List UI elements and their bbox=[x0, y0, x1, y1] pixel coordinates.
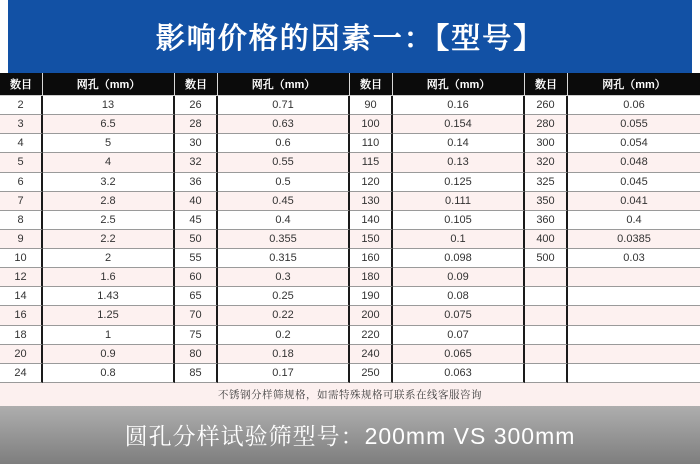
header-count: 数目 bbox=[0, 73, 43, 96]
cell-mesh: 1.6 bbox=[43, 268, 175, 287]
footer-banner bbox=[0, 406, 700, 464]
cell-count: 300 bbox=[525, 134, 568, 153]
cell-mesh: 4 bbox=[43, 153, 175, 172]
cell-count: 16 bbox=[0, 306, 43, 325]
cell-count: 70 bbox=[175, 306, 218, 325]
cell-mesh: 0.9 bbox=[43, 345, 175, 364]
cell-mesh bbox=[568, 287, 700, 306]
cell-count: 50 bbox=[175, 230, 218, 249]
cell-mesh: 0.18 bbox=[218, 345, 350, 364]
cell-count: 120 bbox=[350, 173, 393, 192]
header-count: 数目 bbox=[175, 73, 218, 96]
cell-count: 26 bbox=[175, 96, 218, 115]
cell-count: 200 bbox=[350, 306, 393, 325]
cell-count: 180 bbox=[350, 268, 393, 287]
cell-mesh bbox=[568, 326, 700, 345]
cell-mesh: 0.08 bbox=[393, 287, 525, 306]
cell-mesh: 0.5 bbox=[218, 173, 350, 192]
cell-mesh: 0.45 bbox=[218, 192, 350, 211]
cell-mesh bbox=[568, 306, 700, 325]
cell-count: 190 bbox=[350, 287, 393, 306]
cell-count: 80 bbox=[175, 345, 218, 364]
cell-mesh: 1 bbox=[43, 326, 175, 345]
cell-count: 250 bbox=[350, 364, 393, 383]
cell-mesh: 0.25 bbox=[218, 287, 350, 306]
cell-mesh: 0.2 bbox=[218, 326, 350, 345]
cell-mesh: 0.1 bbox=[393, 230, 525, 249]
cell-count: 260 bbox=[525, 96, 568, 115]
header-mesh: 网孔（mm） bbox=[568, 73, 700, 96]
cell-mesh: 1.43 bbox=[43, 287, 175, 306]
cell-count: 14 bbox=[0, 287, 43, 306]
cell-count: 18 bbox=[0, 326, 43, 345]
cell-count: 130 bbox=[350, 192, 393, 211]
cell-count: 24 bbox=[0, 364, 43, 383]
cell-mesh: 0.6 bbox=[218, 134, 350, 153]
cell-count bbox=[525, 268, 568, 287]
cell-count: 240 bbox=[350, 345, 393, 364]
cell-mesh: 0.154 bbox=[393, 115, 525, 134]
cell-mesh: 0.048 bbox=[568, 153, 700, 172]
cell-count: 12 bbox=[0, 268, 43, 287]
cell-mesh: 0.3 bbox=[218, 268, 350, 287]
cell-mesh: 2.5 bbox=[43, 211, 175, 230]
cell-count: 400 bbox=[525, 230, 568, 249]
cell-mesh: 0.09 bbox=[393, 268, 525, 287]
cell-count: 75 bbox=[175, 326, 218, 345]
page-title: 影响价格的因素一：【型号】 bbox=[155, 23, 545, 55]
cell-mesh: 5 bbox=[43, 134, 175, 153]
cell-count: 55 bbox=[175, 249, 218, 268]
cell-mesh: 13 bbox=[43, 96, 175, 115]
cell-mesh: 0.17 bbox=[218, 364, 350, 383]
cell-mesh bbox=[568, 345, 700, 364]
cell-mesh: 0.054 bbox=[568, 134, 700, 153]
cell-count: 6 bbox=[0, 173, 43, 192]
cell-mesh: 0.063 bbox=[393, 364, 525, 383]
header-mesh: 网孔（mm） bbox=[43, 73, 175, 96]
cell-mesh: 6.5 bbox=[43, 115, 175, 134]
cell-count: 65 bbox=[175, 287, 218, 306]
cell-count: 500 bbox=[525, 249, 568, 268]
cell-mesh: 0.22 bbox=[218, 306, 350, 325]
cell-mesh: 1.25 bbox=[43, 306, 175, 325]
cell-mesh: 0.71 bbox=[218, 96, 350, 115]
cell-count: 7 bbox=[0, 192, 43, 211]
cell-mesh: 0.315 bbox=[218, 249, 350, 268]
cell-count: 5 bbox=[0, 153, 43, 172]
cell-count: 115 bbox=[350, 153, 393, 172]
cell-mesh: 0.041 bbox=[568, 192, 700, 211]
cell-mesh: 0.0385 bbox=[568, 230, 700, 249]
cell-count: 60 bbox=[175, 268, 218, 287]
cell-count bbox=[525, 287, 568, 306]
cell-mesh: 0.63 bbox=[218, 115, 350, 134]
cell-mesh bbox=[568, 364, 700, 383]
cell-count: 220 bbox=[350, 326, 393, 345]
cell-count: 2 bbox=[0, 96, 43, 115]
cell-mesh: 0.098 bbox=[393, 249, 525, 268]
cell-mesh: 0.055 bbox=[568, 115, 700, 134]
footer-title: 圆孔分样试验筛型号：200mm VS 300mm bbox=[124, 423, 576, 450]
cell-count: 36 bbox=[175, 173, 218, 192]
cell-mesh: 0.07 bbox=[393, 326, 525, 345]
cell-count: 20 bbox=[0, 345, 43, 364]
cell-count: 10 bbox=[0, 249, 43, 268]
cell-mesh: 0.06 bbox=[568, 96, 700, 115]
header-mesh: 网孔（mm） bbox=[393, 73, 525, 96]
cell-mesh: 0.065 bbox=[393, 345, 525, 364]
cell-mesh bbox=[568, 268, 700, 287]
cell-count: 160 bbox=[350, 249, 393, 268]
cell-count: 100 bbox=[350, 115, 393, 134]
cell-mesh: 0.13 bbox=[393, 153, 525, 172]
cell-count: 3 bbox=[0, 115, 43, 134]
cell-count: 90 bbox=[350, 96, 393, 115]
cell-mesh: 0.8 bbox=[43, 364, 175, 383]
cell-count bbox=[525, 345, 568, 364]
cell-count: 32 bbox=[175, 153, 218, 172]
cell-mesh: 0.355 bbox=[218, 230, 350, 249]
cell-mesh: 2.8 bbox=[43, 192, 175, 211]
cell-count bbox=[525, 306, 568, 325]
cell-count: 8 bbox=[0, 211, 43, 230]
cell-mesh: 0.045 bbox=[568, 173, 700, 192]
header-count: 数目 bbox=[525, 73, 568, 96]
note-text: 不锈钢分样筛规格，如需特殊规格可联系在线客服咨询 bbox=[218, 388, 482, 401]
cell-mesh: 2 bbox=[43, 249, 175, 268]
cell-count: 28 bbox=[175, 115, 218, 134]
cell-count: 350 bbox=[525, 192, 568, 211]
cell-count: 45 bbox=[175, 211, 218, 230]
cell-count: 280 bbox=[525, 115, 568, 134]
title-banner bbox=[8, 0, 692, 73]
cell-count: 30 bbox=[175, 134, 218, 153]
cell-count: 85 bbox=[175, 364, 218, 383]
cell-mesh: 0.105 bbox=[393, 211, 525, 230]
cell-mesh: 3.2 bbox=[43, 173, 175, 192]
cell-mesh: 0.125 bbox=[393, 173, 525, 192]
mesh-spec-table bbox=[0, 73, 700, 383]
cell-count: 110 bbox=[350, 134, 393, 153]
cell-count: 325 bbox=[525, 173, 568, 192]
cell-count bbox=[525, 364, 568, 383]
cell-mesh: 0.14 bbox=[393, 134, 525, 153]
cell-mesh: 0.16 bbox=[393, 96, 525, 115]
cell-count: 320 bbox=[525, 153, 568, 172]
cell-count: 4 bbox=[0, 134, 43, 153]
cell-mesh: 0.03 bbox=[568, 249, 700, 268]
cell-count: 140 bbox=[350, 211, 393, 230]
cell-mesh: 0.4 bbox=[568, 211, 700, 230]
header-mesh: 网孔（mm） bbox=[218, 73, 350, 96]
cell-mesh: 0.4 bbox=[218, 211, 350, 230]
cell-mesh: 0.55 bbox=[218, 153, 350, 172]
cell-count: 40 bbox=[175, 192, 218, 211]
cell-count bbox=[525, 326, 568, 345]
cell-mesh: 0.111 bbox=[393, 192, 525, 211]
cell-mesh: 0.075 bbox=[393, 306, 525, 325]
cell-count: 9 bbox=[0, 230, 43, 249]
cell-count: 360 bbox=[525, 211, 568, 230]
header-count: 数目 bbox=[350, 73, 393, 96]
cell-count: 150 bbox=[350, 230, 393, 249]
note-bar bbox=[0, 383, 700, 406]
cell-mesh: 2.2 bbox=[43, 230, 175, 249]
